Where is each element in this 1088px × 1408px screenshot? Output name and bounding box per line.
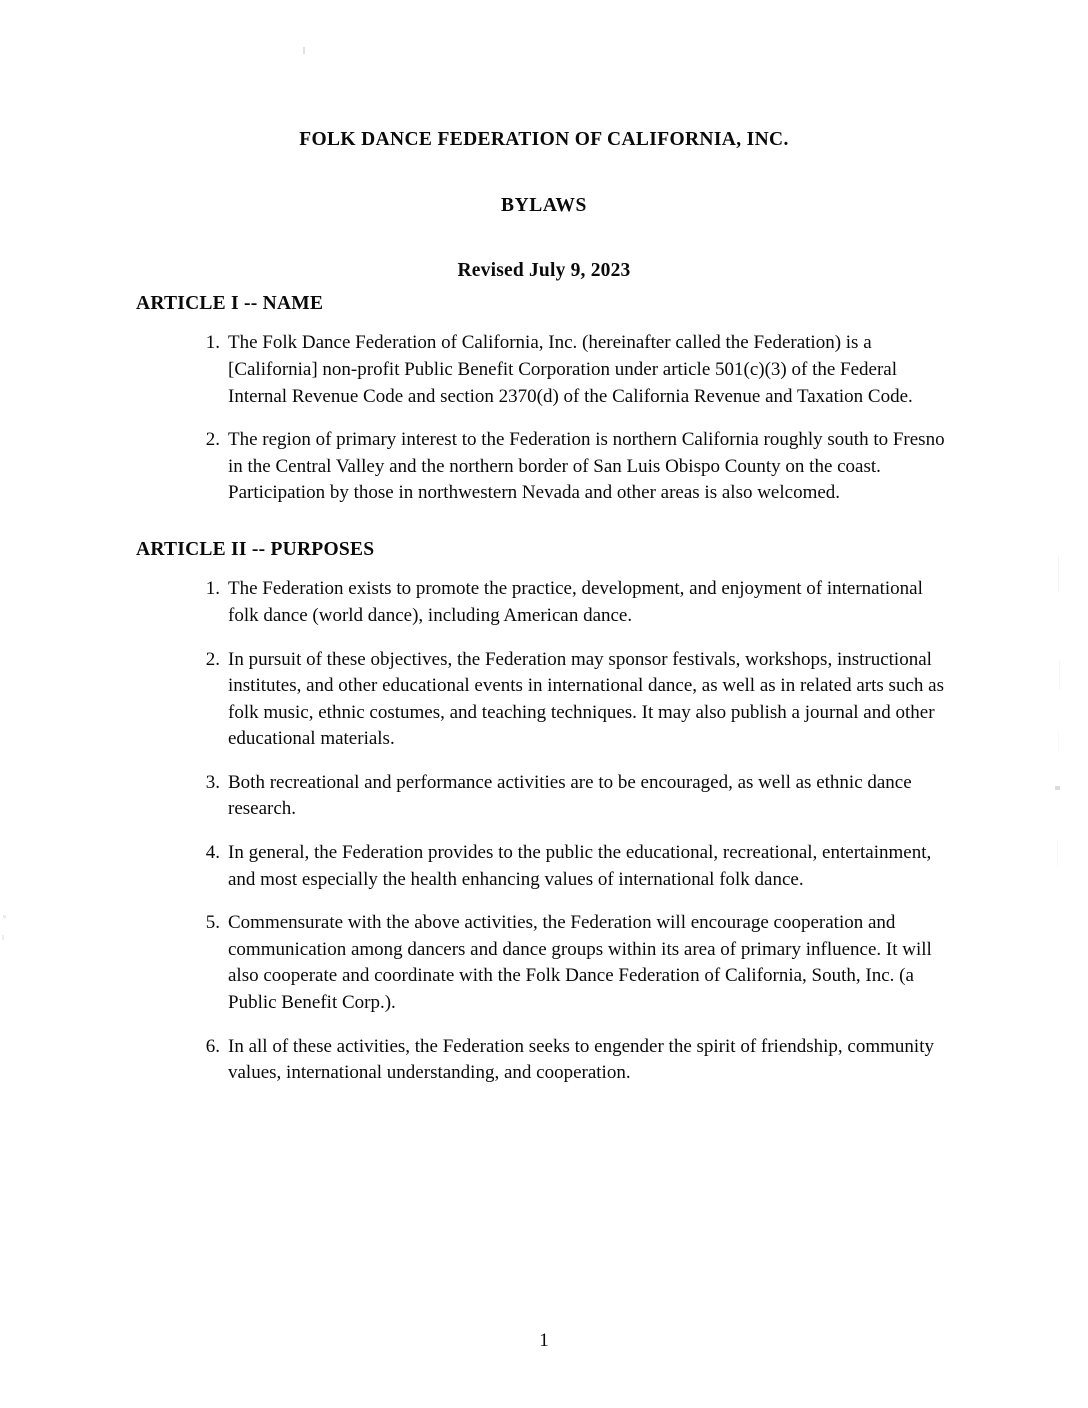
document-body <box>136 292 958 1087</box>
clause-number: 2. <box>205 648 220 670</box>
clause-text: Commensurate with the above activities, the Federation will encourage cooperation and communication among dancers and dance groups within its area of primary influence. It will also cooperate and coordinate with the Folk Dance Federation of California, South, Inc. (a Public Benefit Corp.). <box>228 912 932 1014</box>
clause-text: The region of primary interest to the Federation is northern California roughly south to Fresno in the Central Valley and the northern border of San Luis Obispo County on the coast. Participation by those in northwestern Nevada and other areas is also welcomed. <box>228 429 945 504</box>
scan-artifact <box>1057 840 1058 866</box>
scan-artifact <box>1055 786 1060 790</box>
scan-artifact <box>303 47 305 54</box>
clause-number: 4. <box>205 842 220 864</box>
clause-number: 1. <box>205 332 220 354</box>
clause-item <box>136 427 958 507</box>
scan-artifact <box>2 935 4 940</box>
scan-artifact <box>1058 730 1059 752</box>
scan-artifact <box>1058 555 1059 591</box>
clause-number: 5. <box>205 912 220 934</box>
page-number: 1 <box>539 1330 549 1351</box>
article-heading: ARTICLE II -- PURPOSES <box>136 538 375 560</box>
clause-text: In pursuit of these objectives, the Federation may sponsor festivals, workshops, instructional institutes, and other educational events in international dance, as well as in related arts such as folk music, ethnic costumes, and teaching techniques. It may also publish a journal and other educational materials. <box>228 648 944 750</box>
clause-text: The Folk Dance Federation of California, Inc. (hereinafter called the Federation) is a [California] non-profit Public Benefit Corporation under article 501(c)(3) of the Federal Internal Revenue Code and section 2370(d) of the California Revenue and Taxation Code. <box>228 332 913 407</box>
clause-number: 3. <box>205 771 220 793</box>
article-heading: ARTICLE I -- NAME <box>136 293 324 314</box>
document-revision-date: Revised July 9, 2023 <box>457 259 631 281</box>
clause-item <box>136 1034 958 1087</box>
clause-number: 6. <box>205 1035 220 1057</box>
clause-item <box>136 910 958 1016</box>
scan-artifact <box>1059 660 1060 690</box>
clause-number: 1. <box>205 578 220 600</box>
clause-item <box>136 647 958 753</box>
article-section <box>136 538 958 1087</box>
clause-text: The Federation exists to promote the practice, development, and enjoyment of international folk dance (world dance), including American dance. <box>228 578 923 626</box>
scan-artifact <box>3 915 6 918</box>
clause-text: In general, the Federation provides to the public the educational, recreational, entertainment, and most especially the health enhancing values of international folk dance. <box>228 842 932 890</box>
clause-list <box>136 576 958 1087</box>
clause-item <box>136 330 958 410</box>
title-block <box>0 128 1088 282</box>
clause-text: Both recreational and performance activities are to be encouraged, as well as ethnic dance research. <box>228 771 912 820</box>
clause-item <box>136 840 958 893</box>
document-subtitle: BYLAWS <box>501 195 587 217</box>
clause-item <box>136 576 958 629</box>
clause-list <box>136 330 958 507</box>
document-title: FOLK DANCE FEDERATION OF CALIFORNIA, INC. <box>299 129 789 150</box>
clause-number: 2. <box>205 429 220 451</box>
clause-item <box>136 770 958 823</box>
article-section <box>136 292 958 507</box>
clause-text: In all of these activities, the Federation seeks to engender the spirit of friendship, community values, international understanding, and cooperation. <box>228 1035 934 1084</box>
